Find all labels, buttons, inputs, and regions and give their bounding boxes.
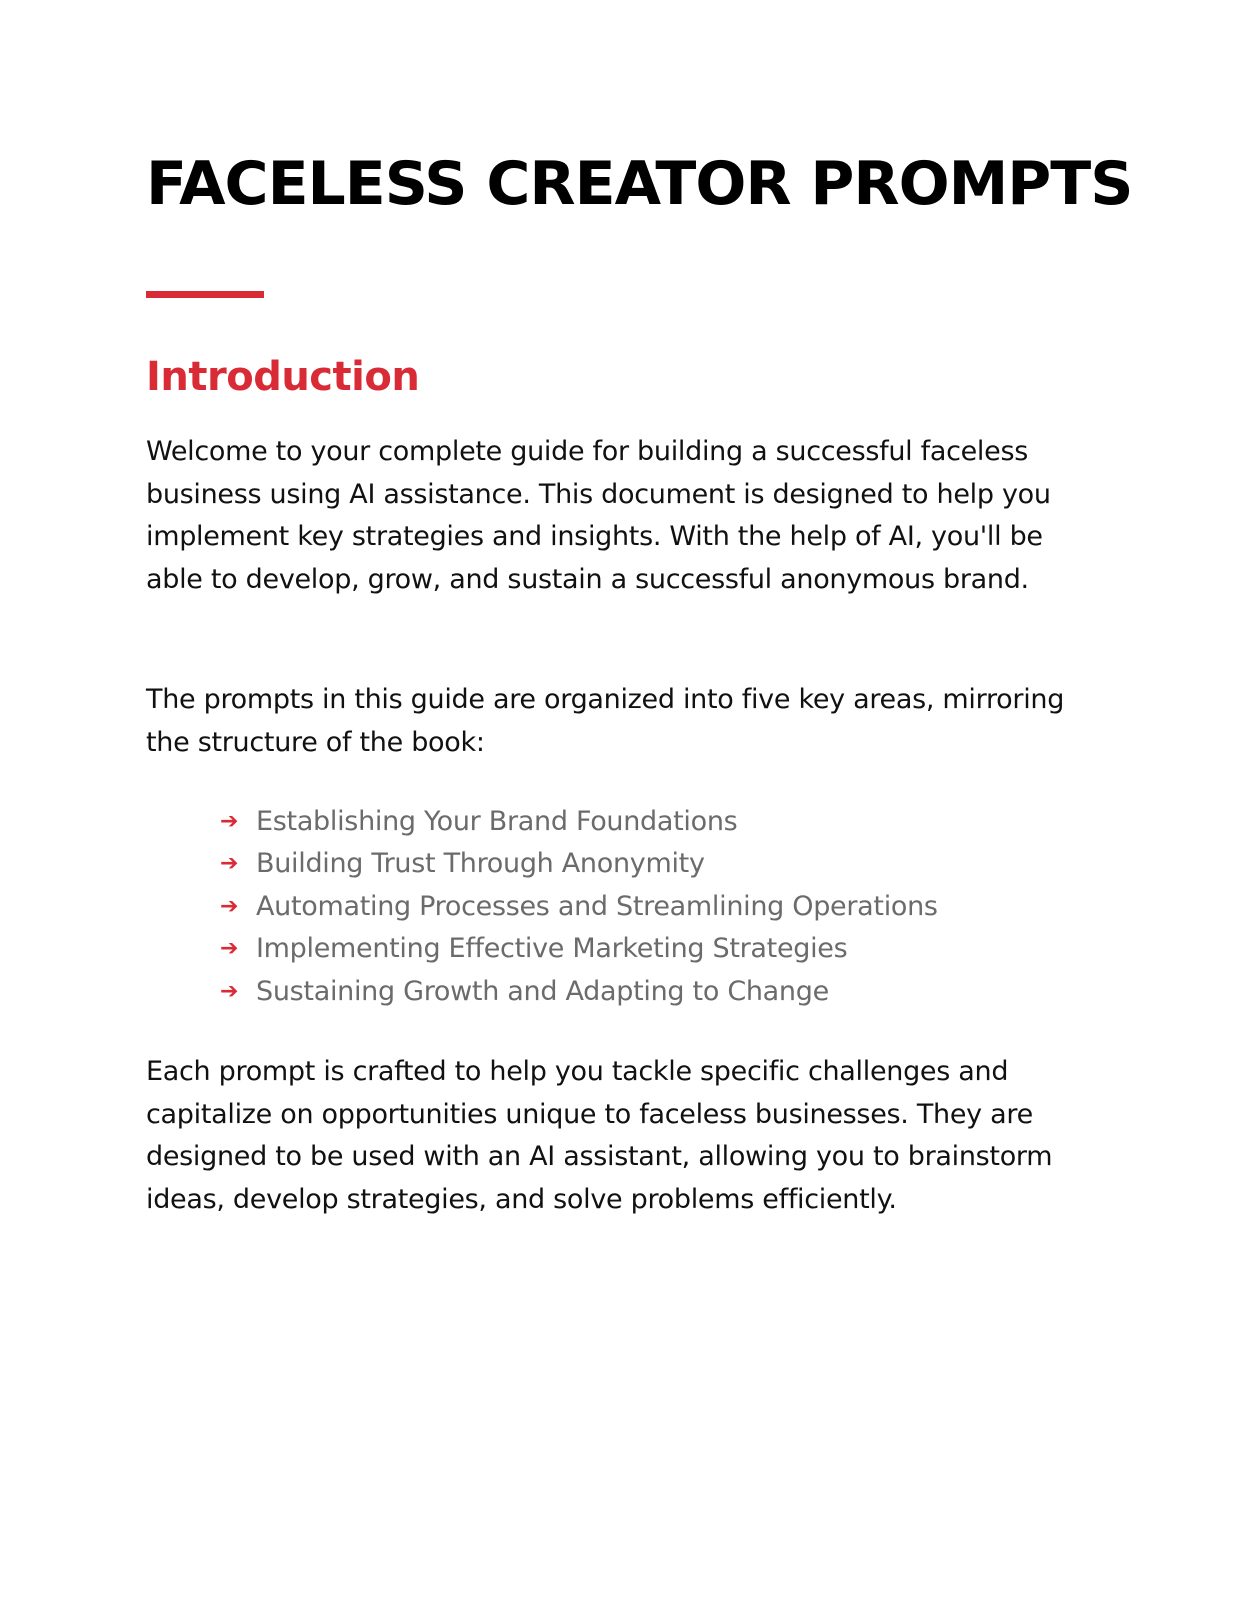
key-area-label: Implementing Effective Marketing Strategies: [256, 933, 848, 965]
list-item: [220, 928, 938, 971]
list-item: [220, 970, 938, 1013]
key-area-label: Establishing Your Brand Foundations: [256, 805, 738, 837]
arrow-right-icon: ➔: [220, 936, 239, 962]
arrow-right-icon: ➔: [220, 978, 239, 1004]
intro-paragraph-2: The prompts in this guide are organized into five key areas, mirroring the structure of the book:: [146, 684, 1065, 758]
key-area-label: Automating Processes and Streamlining Operations: [256, 890, 938, 922]
list-item: [220, 843, 938, 886]
section-heading-introduction: Introduction: [146, 354, 420, 400]
list-item: [220, 885, 938, 928]
key-area-label: Sustaining Growth and Adapting to Change: [256, 975, 829, 1007]
document-title: FACELESS CREATOR PROMPTS: [146, 149, 1133, 219]
list-item: [220, 800, 938, 843]
title-accent-rule: [146, 291, 264, 298]
arrow-right-icon: ➔: [220, 808, 239, 834]
key-area-label: Building Trust Through Anonymity: [256, 848, 705, 880]
arrow-right-icon: ➔: [220, 893, 239, 919]
intro-paragraph-3: Each prompt is crafted to help you tackle specific challenges and capitalize on opportunities unique to faceless businesses. They are designed to be used with an AI assistant, allowing you to brainstorm ideas, develop strategies, and solve problems efficiently.: [146, 1056, 1053, 1215]
arrow-right-icon: ➔: [220, 851, 239, 877]
key-areas-list: [220, 800, 938, 1013]
intro-paragraph-1: Welcome to your complete guide for building a successful faceless business using AI assistance. This document is designed to help you implement key strategies and insights. With the help of AI, you'll be able to develop, grow, and sustain a successful anonymous brand.: [146, 436, 1051, 595]
